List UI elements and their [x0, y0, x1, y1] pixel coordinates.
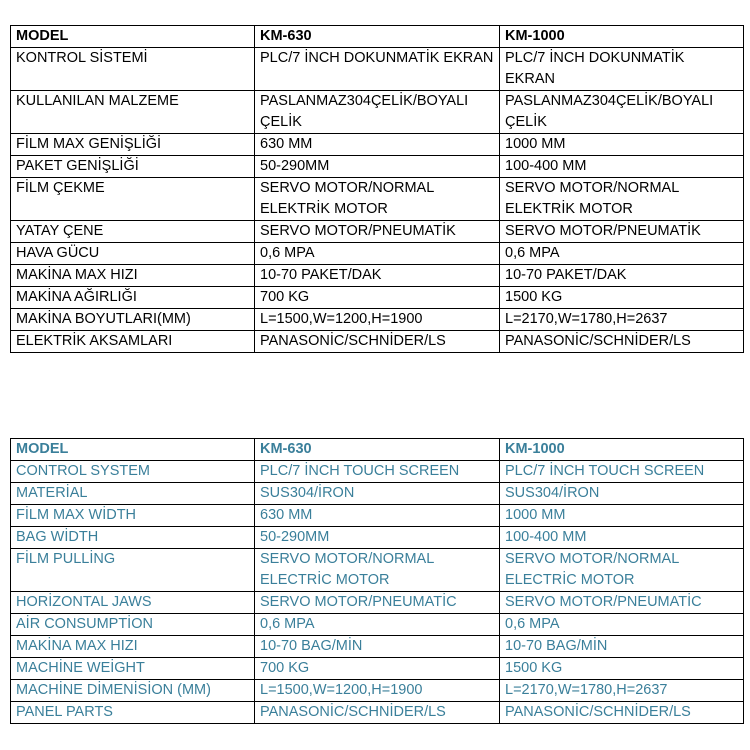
spec-label: ELEKTRİK AKSAMLARI: [11, 331, 255, 353]
table-row: [11, 178, 744, 221]
spec-value: 10-70 BAG/MİN: [255, 636, 500, 658]
table-row: [11, 658, 744, 680]
table-row: [11, 265, 744, 287]
spec-value: 10-70 BAG/MİN: [500, 636, 744, 658]
spec-value: PLC/7 İNCH DOKUNMATİK EKRAN: [255, 48, 500, 91]
table-row: [11, 592, 744, 614]
spec-value: 630 MM: [255, 134, 500, 156]
table-row: [11, 243, 744, 265]
spec-label: HORİZONTAL JAWS: [11, 592, 255, 614]
spec-label: HAVA GÜCU: [11, 243, 255, 265]
header-cell: KM-1000: [500, 26, 744, 48]
table-row: [11, 156, 744, 178]
spec-label: FİLM MAX GENİŞLİĞİ: [11, 134, 255, 156]
table-row: [11, 309, 744, 331]
table-row: [11, 91, 744, 134]
spec-label: FİLM MAX WİDTH: [11, 505, 255, 527]
spec-value: L=2170,W=1780,H=2637: [500, 309, 744, 331]
spec-label: MACHİNE DİMENİSİON (MM): [11, 680, 255, 702]
spec-value: 10-70 PAKET/DAK: [500, 265, 744, 287]
table-row: [11, 527, 744, 549]
spec-label: FİLM ÇEKME: [11, 178, 255, 221]
spec-table-turkish: [10, 25, 744, 353]
spec-value: SERVO MOTOR/NORMAL ELECTRİC MOTOR: [255, 549, 500, 592]
spec-value: SERVO MOTOR/PNEUMATİK: [255, 221, 500, 243]
spec-value: 0,6 MPA: [500, 243, 744, 265]
spec-label: AİR CONSUMPTİON: [11, 614, 255, 636]
table-header-row: [11, 26, 744, 48]
spec-value: PASLANMAZ304ÇELİK/BOYALI ÇELİK: [255, 91, 500, 134]
spec-value: 0,6 MPA: [500, 614, 744, 636]
spec-value: 100-400 MM: [500, 156, 744, 178]
table-row: [11, 636, 744, 658]
spec-value: SUS304/İRON: [255, 483, 500, 505]
spec-value: PANASONİC/SCHNİDER/LS: [500, 331, 744, 353]
spec-value: PANASONİC/SCHNİDER/LS: [255, 702, 500, 724]
spec-value: 0,6 MPA: [255, 614, 500, 636]
spec-value: PANASONİC/SCHNİDER/LS: [500, 702, 744, 724]
spec-table-english: [10, 438, 744, 724]
spec-value: PLC/7 İNCH TOUCH SCREEN: [255, 461, 500, 483]
spec-label: KULLANILAN MALZEME: [11, 91, 255, 134]
spec-label: MAKİNA BOYUTLARI(MM): [11, 309, 255, 331]
spec-value: 1000 MM: [500, 134, 744, 156]
table-row: [11, 702, 744, 724]
table-row: [11, 48, 744, 91]
header-cell: MODEL: [11, 439, 255, 461]
spec-label: CONTROL SYSTEM: [11, 461, 255, 483]
spec-value: 50-290MM: [255, 527, 500, 549]
spec-value: PASLANMAZ304ÇELİK/BOYALI ÇELİK: [500, 91, 744, 134]
spec-value: SERVO MOTOR/PNEUMATİC: [500, 592, 744, 614]
spec-label: MAKİNA AĞIRLIĞI: [11, 287, 255, 309]
spec-value: 0,6 MPA: [255, 243, 500, 265]
table-row: [11, 134, 744, 156]
header-cell: KM-630: [255, 26, 500, 48]
spec-value: 50-290MM: [255, 156, 500, 178]
spec-value: L=1500,W=1200,H=1900: [255, 680, 500, 702]
spec-value: SUS304/İRON: [500, 483, 744, 505]
spec-value: 1500 KG: [500, 658, 744, 680]
table-row: [11, 221, 744, 243]
table-row: [11, 505, 744, 527]
header-cell: MODEL: [11, 26, 255, 48]
table-row: [11, 287, 744, 309]
table-row: [11, 331, 744, 353]
spec-label: MACHİNE WEİGHT: [11, 658, 255, 680]
spec-label: PANEL PARTS: [11, 702, 255, 724]
spec-label: MATERİAL: [11, 483, 255, 505]
table-row: [11, 680, 744, 702]
spec-value: 700 KG: [255, 658, 500, 680]
table-row: [11, 549, 744, 592]
spec-value: 1500 KG: [500, 287, 744, 309]
spec-value: L=1500,W=1200,H=1900: [255, 309, 500, 331]
header-cell: KM-1000: [500, 439, 744, 461]
spec-label: PAKET GENİŞLİĞİ: [11, 156, 255, 178]
table-row: [11, 614, 744, 636]
table-header-row: [11, 439, 744, 461]
spec-label: MAKİNA MAX HIZI: [11, 265, 255, 287]
spec-value: PLC/7 İNCH TOUCH SCREEN: [500, 461, 744, 483]
spec-value: SERVO MOTOR/PNEUMATİK: [500, 221, 744, 243]
spec-value: 630 MM: [255, 505, 500, 527]
spec-label: BAG WİDTH: [11, 527, 255, 549]
spec-value: 700 KG: [255, 287, 500, 309]
table-row: [11, 483, 744, 505]
spec-label: KONTROL SİSTEMİ: [11, 48, 255, 91]
spec-value: 1000 MM: [500, 505, 744, 527]
spec-label: MAKİNA MAX HIZI: [11, 636, 255, 658]
spec-label: YATAY ÇENE: [11, 221, 255, 243]
spec-value: PANASONİC/SCHNİDER/LS: [255, 331, 500, 353]
spec-label: FİLM PULLİNG: [11, 549, 255, 592]
spec-value: SERVO MOTOR/NORMAL ELECTRİC MOTOR: [500, 549, 744, 592]
spec-value: SERVO MOTOR/PNEUMATİC: [255, 592, 500, 614]
spec-value: PLC/7 İNCH DOKUNMATİK EKRAN: [500, 48, 744, 91]
spec-value: L=2170,W=1780,H=2637: [500, 680, 744, 702]
spec-value: 100-400 MM: [500, 527, 744, 549]
table-row: [11, 461, 744, 483]
spec-value: SERVO MOTOR/NORMAL ELEKTRİK MOTOR: [255, 178, 500, 221]
header-cell: KM-630: [255, 439, 500, 461]
spec-value: SERVO MOTOR/NORMAL ELEKTRİK MOTOR: [500, 178, 744, 221]
spec-value: 10-70 PAKET/DAK: [255, 265, 500, 287]
